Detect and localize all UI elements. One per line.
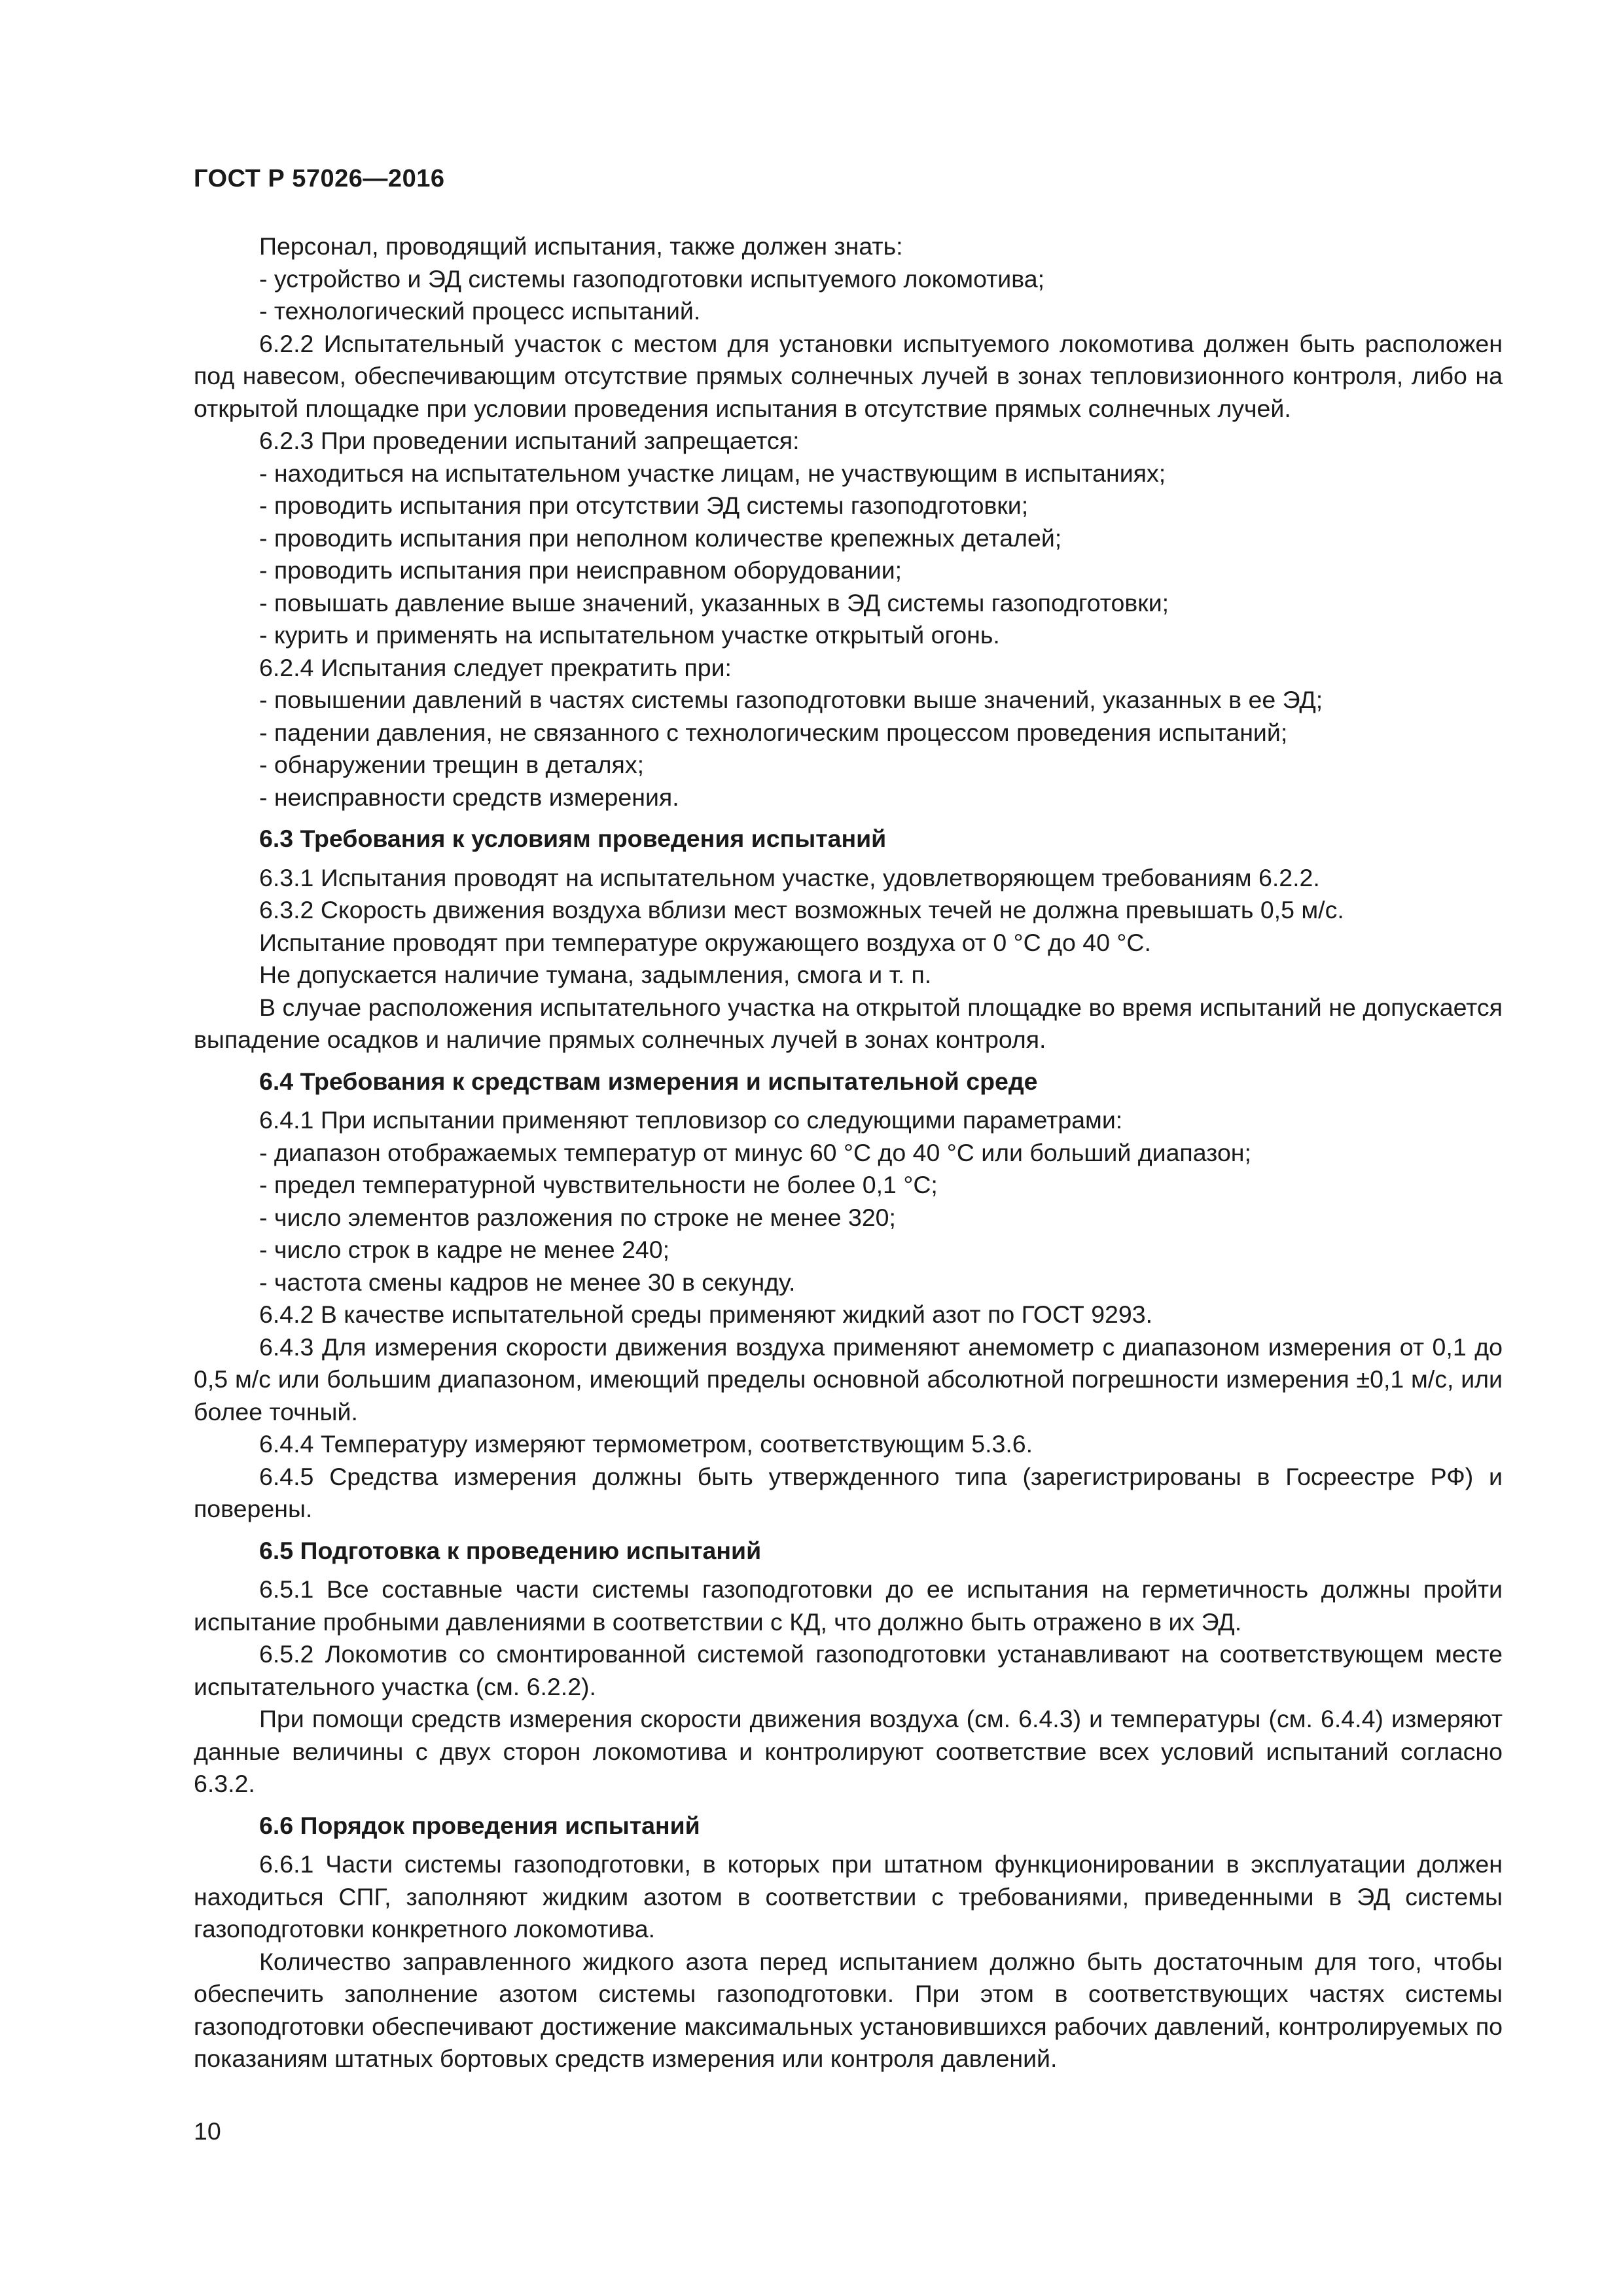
text-line: - устройство и ЭД системы газоподготовки испытуемого локомотива; — [259, 264, 1044, 293]
text-line: - курить и применять на испытательном участке открытый огонь. — [259, 621, 1000, 649]
document-body — [194, 230, 1503, 2075]
text-line: - число элементов разложения по строке не менее 320; — [259, 1203, 896, 1231]
text-line: - повышении давлений в частях системы газоподготовки выше значений, указанных в ее ЭД; — [259, 686, 1323, 713]
section-heading: 6.5 Подготовка к проведению испытаний — [259, 1536, 762, 1564]
section-heading: 6.3 Требования к условиям проведения испытаний — [259, 825, 887, 852]
paragraph: 6.6.1 Части системы газоподготовки, в которых при штатном функционировании в эксплуатации должен находиться СПГ, заполняют жидким азотом в соответствии с требованиями, приведенными в ЭД системы газоподготовки конкретного локомотива. — [194, 1850, 1503, 1943]
text-line: - неисправности средств измерения. — [259, 783, 679, 811]
paragraph: 6.5.2 Локомотив со смонтированной системой газоподготовки устанавливают на соответствующем месте испытательного участка (см. 6.2.2). — [194, 1640, 1503, 1700]
text-line: Испытание проводят при температуре окружающего воздуха от 0 °С до 40 °С. — [259, 928, 1151, 956]
section-heading: 6.6 Порядок проведения испытаний — [259, 1811, 700, 1839]
text-line: - число строк в кадре не менее 240; — [259, 1236, 670, 1263]
text-line: - повышать давление выше значений, указанных в ЭД системы газоподготовки; — [259, 588, 1169, 617]
text-line: - диапазон отображаемых температур от минус 60 °С до 40 °С или больший диапазон; — [259, 1138, 1251, 1166]
text-line: - проводить испытания при неполном количестве крепежных деталей; — [259, 524, 1062, 552]
page-number: 10 — [194, 2117, 221, 2145]
section-heading: 6.4 Требования к средствам измерения и испытательной среде — [259, 1067, 1038, 1095]
paragraph: 6.2.2 Испытательный участок с местом для установки испытуемого локомотива должен быть расположен под навесом, обеспечивающим отсутствие прямых солнечных лучей в зонах тепловизионного контроля, либо на открытой площадке при условии проведения испытания в отсутствие прямых солнечных лучей. — [194, 329, 1503, 422]
text-line: - находиться на испытательном участке лицам, не участвующим в испытаниях; — [259, 459, 1166, 487]
paragraph: 6.4.5 Средства измерения должны быть утвержденного типа (зарегистрированы в Госреестре РФ) и поверены. — [194, 1462, 1503, 1522]
text-line: - обнаружении трещин в деталях; — [259, 751, 644, 778]
text-line: - технологический процесс испытаний. — [259, 297, 701, 325]
paragraph: 6.5.1 Все составные части системы газоподготовки до ее испытания на герметичность должны пройти испытание пробными давлениями в соответствии с КД, что должно быть отражено в их ЭД. — [194, 1575, 1503, 1636]
text-line: 6.2.3 При проведении испытаний запрещается: — [259, 427, 800, 454]
text-line: 6.3.1 Испытания проводят на испытательном участке, удовлетворяющем требованиям 6.2.2. — [259, 863, 1320, 891]
text-line: Не допускается наличие тумана, задымления, смога и т. п. — [259, 961, 932, 988]
paragraph: В случае расположения испытательного участка на открытой площадке во время испытаний не допускается выпадение осадков и наличие прямых солнечных лучей в зонах контроля. — [194, 993, 1503, 1053]
text-line: Персонал, проводящий испытания, также должен знать: — [259, 232, 903, 260]
text-line: - проводить испытания при отсутствии ЭД системы газоподготовки; — [259, 492, 1029, 519]
text-line: - проводить испытания при неисправном оборудовании; — [259, 556, 902, 584]
paragraph: Количество заправленного жидкого азота перед испытанием должно быть достаточным для того, чтобы обеспечить заполнение азотом системы газоподготовки. При этом в соответствующих частях системы газоподготовки обеспечивают достижение максимальных установившихся рабочих давлений, контролируемых по показаниям штатных бортовых средств измерения или контроля давлений. — [194, 1947, 1503, 2072]
text-line: 6.4.4 Температуру измеряют термометром, соответствующим 5.3.6. — [259, 1430, 1033, 1458]
text-line: - предел температурной чувствительности не более 0,1 °С; — [259, 1171, 938, 1198]
text-line: 6.4.2 В качестве испытательной среды применяют жидкий азот по ГОСТ 9293. — [259, 1300, 1153, 1328]
text-line: - частота смены кадров не менее 30 в секунду. — [259, 1268, 796, 1296]
text-line: - падении давления, не связанного с технологическим процессом проведения испытаний; — [259, 718, 1288, 746]
text-line: 6.4.1 При испытании применяют тепловизор со следующими параметрами: — [259, 1106, 1123, 1134]
paragraph: 6.4.3 Для измерения скорости движения воздуха применяют анемометр с диапазоном измерения от 0,1 до 0,5 м/с или большим диапазоном, имеющий пределы основной абсолютной погрешности измерения ±0,1 м/с, или более точный. — [194, 1333, 1503, 1426]
text-line: 6.3.2 Скорость движения воздуха вблизи мест возможных течей не должна превышать 0,5 м/с. — [259, 896, 1344, 924]
text-line: 6.2.4 Испытания следует прекратить при: — [259, 653, 732, 681]
document-header: ГОСТ Р 57026—2016 — [194, 165, 445, 192]
paragraph: При помощи средств измерения скорости движения воздуха (см. 6.4.3) и температуры (см. 6.4.4) измеряют данные величины с двух сторон локомотива и контролируют соответствие всех условий испытаний согласно 6.3.2. — [194, 1705, 1503, 1797]
